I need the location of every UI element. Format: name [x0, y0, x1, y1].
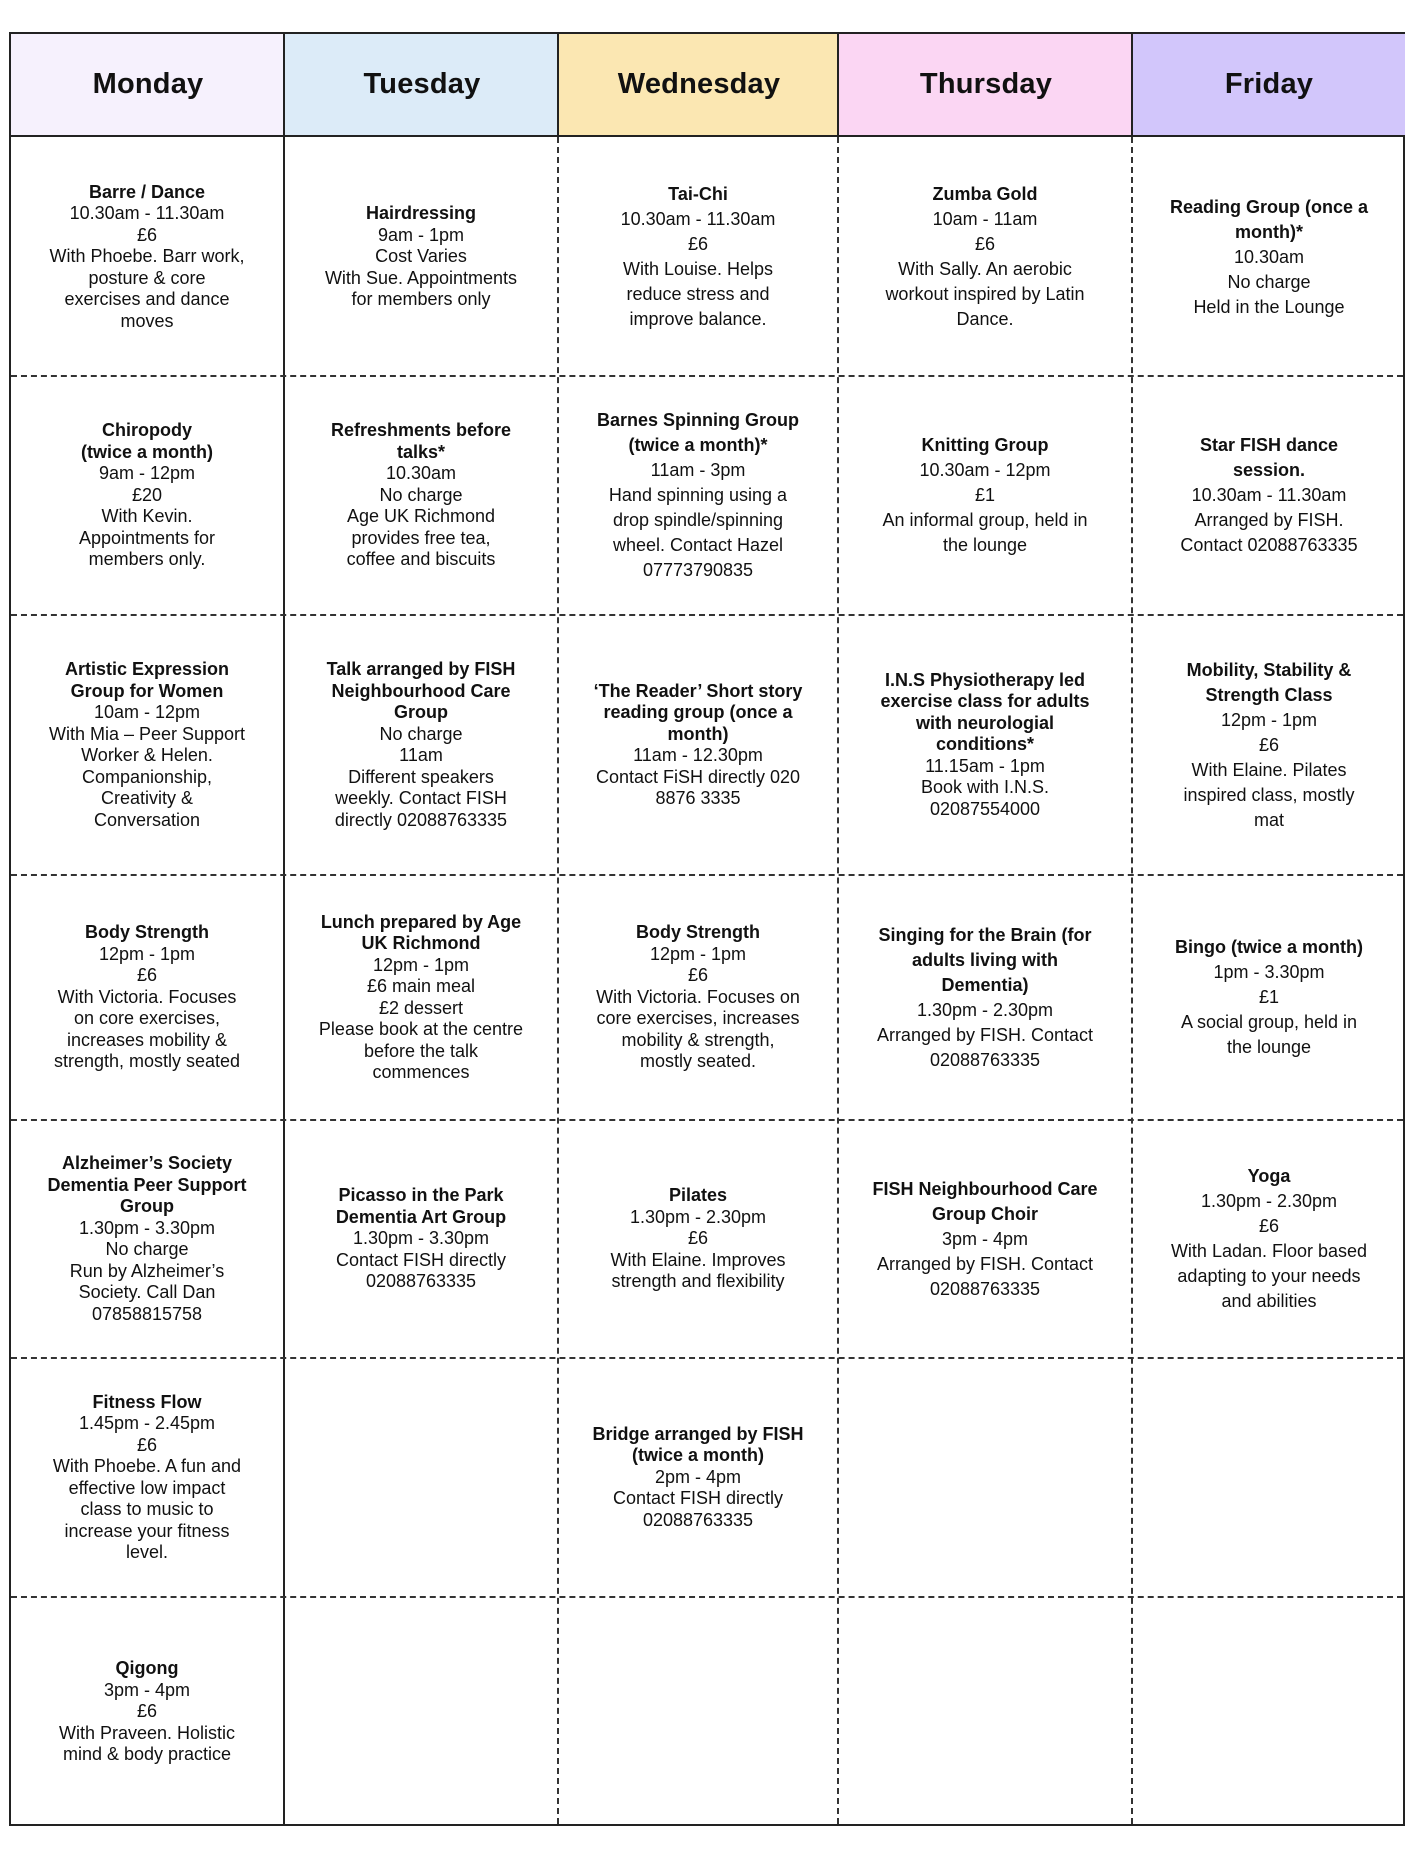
activity-monday-artistic-expression: [11, 616, 283, 874]
activity-title: Body Strength: [85, 922, 209, 943]
activity-detail: posture & core: [88, 267, 206, 288]
activity-detail: With Kevin.: [101, 506, 193, 527]
activity-detail: Companionship,: [81, 766, 213, 787]
activity-title: FISH Neighbourhood Care: [872, 1178, 1098, 1199]
activity-title: Knitting Group: [921, 435, 1049, 455]
activity-detail: £6: [687, 1228, 709, 1249]
activity-detail: £6 main meal: [366, 976, 476, 996]
activity-detail: 1.45pm - 2.45pm: [78, 1413, 216, 1433]
activity-detail: With Elaine. Improves: [610, 1249, 786, 1270]
activity-detail: 10.30am: [1233, 246, 1305, 267]
activity-detail: 10am - 11am: [932, 209, 1038, 229]
activity-detail: 11am - 12.30pm: [633, 745, 763, 765]
activity-detail: members only.: [88, 549, 206, 570]
activity-detail: £20: [131, 484, 163, 505]
activity-detail: Arranged by FISH. Contact: [876, 1024, 1094, 1045]
activity-detail: 9am - 1pm: [377, 224, 465, 245]
activity-detail: Different speakers: [348, 766, 494, 787]
activity-detail: core exercises, increases: [596, 1008, 800, 1029]
header-wednesday: Wednesday: [559, 34, 839, 137]
column-divider: [837, 34, 839, 137]
activity-detail: 1.30pm - 2.30pm: [916, 999, 1054, 1020]
activity-tuesday-refreshments: [285, 377, 557, 614]
activity-detail: £6: [136, 965, 158, 986]
activity-title: Picasso in the Park: [338, 1185, 504, 1206]
activity-detail: effective low impact: [68, 1477, 226, 1498]
activity-wednesday-spinning: [559, 377, 837, 614]
activity-title: Bingo (twice a month): [1175, 937, 1363, 957]
activity-detail: Society. Call Dan: [78, 1282, 216, 1302]
activity-title: Fitness Flow: [92, 1391, 202, 1412]
activity-detail: strength, mostly seated: [53, 1051, 241, 1072]
activity-title: Tai-Chi: [668, 184, 728, 204]
activity-detail: No charge: [379, 723, 463, 744]
activity-detail: Contact FISH directly: [612, 1488, 784, 1509]
activity-title: Barnes Spinning Group: [596, 410, 799, 430]
activity-detail: £6: [136, 1434, 158, 1455]
activity-detail: With Louise. Helps: [622, 259, 774, 279]
activity-detail: Book with I.N.S.: [920, 777, 1050, 798]
column-divider: [557, 34, 559, 137]
activity-detail: Please book at the centre: [318, 1019, 524, 1039]
activity-title: Hairdressing: [365, 203, 477, 224]
activity-title: Qigong: [115, 1658, 179, 1679]
activity-friday-bingo: [1133, 876, 1405, 1119]
activity-detail: 10.30am - 11.30am: [620, 209, 776, 229]
header-thursday: Thursday: [839, 34, 1133, 137]
activity-detail: directly 02088763335: [334, 809, 508, 830]
activity-title: session.: [1232, 460, 1306, 480]
activity-title: (twice a month): [631, 1445, 764, 1466]
activity-detail: mostly seated.: [639, 1051, 757, 1072]
activity-title: Group for Women: [70, 680, 224, 701]
activity-title: Reading Group (once a: [1169, 196, 1369, 217]
activity-detail: Creativity &: [100, 788, 194, 808]
activity-detail: Arranged by FISH.: [1194, 510, 1344, 530]
activity-detail: 12pm - 1pm: [649, 943, 747, 964]
activity-title: with neurologial: [916, 712, 1054, 733]
activity-detail: £6: [136, 224, 158, 245]
activity-detail: £6: [1258, 734, 1280, 755]
activity-monday-barre: [11, 139, 283, 375]
activity-title: (twice a month): [80, 441, 213, 462]
activity-tuesday-hairdressing: [285, 139, 557, 375]
activity-detail: An informal group, held in: [882, 510, 1088, 530]
activity-detail: commences: [372, 1062, 470, 1082]
activity-wednesday-reader: [559, 616, 837, 874]
activity-detail: provides free tea,: [351, 527, 491, 548]
activity-friday-reading-group: [1133, 139, 1405, 375]
activity-detail: 1.30pm - 3.30pm: [352, 1228, 490, 1249]
activity-tuesday-picasso: [285, 1121, 557, 1357]
activity-title: UK Richmond: [361, 933, 481, 953]
activity-title: Talk arranged by FISH: [326, 659, 516, 679]
activity-monday-body-strength: [11, 876, 283, 1119]
activity-title: Star FISH dance: [1199, 435, 1339, 455]
activity-title: Refreshments before: [330, 420, 512, 441]
activity-detail: No charge: [105, 1239, 189, 1259]
activity-detail: No charge: [379, 484, 463, 505]
activity-title: ‘The Reader’ Short story: [593, 680, 803, 701]
activity-detail: exercises and dance: [64, 289, 230, 310]
activity-detail: 1pm - 3.30pm: [1213, 962, 1325, 982]
activity-detail: With Sue. Appointments: [324, 267, 518, 288]
activity-detail: moves: [120, 310, 174, 331]
activity-detail: 02088763335: [929, 1278, 1041, 1299]
activity-thursday-knitting: [839, 377, 1131, 614]
activity-title: Neighbourhood Care: [331, 680, 511, 701]
activity-detail: Age UK Richmond: [346, 506, 496, 527]
activity-detail: Held in the Lounge: [1193, 296, 1345, 317]
activity-thursday-singing: [839, 876, 1131, 1119]
activity-detail: for members only: [351, 289, 491, 310]
activity-detail: 02088763335: [642, 1509, 754, 1530]
activity-title: month)*: [1235, 221, 1303, 242]
activity-detail: mind & body practice: [62, 1744, 232, 1765]
activity-detail: 1.30pm - 2.30pm: [1200, 1191, 1338, 1211]
activity-title: Dementia): [941, 974, 1029, 995]
activity-detail: 02087554000: [929, 798, 1041, 819]
activity-wednesday-tai-chi: [559, 139, 837, 375]
activity-wednesday-pilates: [559, 1121, 837, 1357]
activity-detail: Conversation: [93, 809, 201, 830]
activity-detail: £6: [974, 234, 996, 254]
activity-detail: Worker & Helen.: [81, 745, 213, 765]
activity-title: Mobility, Stability &: [1186, 659, 1352, 680]
activity-detail: mobility & strength,: [621, 1029, 775, 1050]
activity-title: Group: [394, 702, 448, 722]
activity-detail: Contact FiSH directly 020: [595, 766, 801, 787]
activity-detail: £6: [136, 1701, 158, 1722]
activity-detail: £6: [687, 965, 709, 986]
activity-detail: 07773790835: [642, 560, 754, 580]
activity-title: (twice a month)*: [628, 435, 768, 455]
activity-detail: 12pm - 1pm: [1220, 709, 1318, 730]
activity-detail: 10am - 12pm: [93, 702, 201, 722]
activity-detail: workout inspired by Latin: [885, 284, 1085, 304]
activity-detail: A social group, held in: [1180, 1012, 1358, 1032]
activity-title: Strength Class: [1205, 684, 1333, 705]
activity-detail: weekly. Contact FISH: [335, 788, 507, 808]
activity-detail: 1.30pm - 2.30pm: [629, 1206, 767, 1227]
activity-detail: the lounge: [942, 535, 1028, 555]
weekly-timetable: [9, 32, 1405, 1826]
activity-detail: 11.15am - 1pm: [925, 755, 1045, 776]
activity-detail: level.: [125, 1542, 169, 1562]
activity-detail: With Elaine. Pilates: [1191, 759, 1347, 780]
activity-detail: With Victoria. Focuses: [57, 986, 237, 1007]
activity-detail: inspired class, mostly: [1183, 784, 1355, 805]
activity-detail: Contact 02088763335: [1180, 535, 1358, 555]
activity-detail: 8876 3335: [655, 788, 741, 808]
activity-detail: and abilities: [1221, 1291, 1317, 1311]
activity-title: Body Strength: [636, 922, 760, 943]
activity-title: adults living with: [911, 949, 1058, 970]
activity-title: Pilates: [668, 1185, 728, 1206]
activity-title: Zumba Gold: [932, 184, 1038, 204]
activity-friday-yoga: [1133, 1121, 1405, 1357]
activity-detail: £1: [1258, 987, 1280, 1007]
activity-detail: £2 dessert: [378, 997, 464, 1018]
activity-title: Group Choir: [932, 1203, 1038, 1224]
activity-detail: increases mobility &: [66, 1029, 228, 1050]
activity-detail: 12pm - 1pm: [98, 943, 196, 964]
activity-tuesday-lunch: [285, 876, 557, 1119]
activity-detail: coffee and biscuits: [346, 549, 496, 570]
activity-monday-qigong: [11, 1598, 283, 1826]
activity-detail: 11am - 3pm: [650, 460, 746, 480]
activity-title: Singing for the Brain (for: [878, 924, 1092, 945]
activity-detail: 02088763335: [365, 1271, 477, 1292]
activity-detail: With Mia – Peer Support: [48, 723, 246, 744]
activity-tuesday-talk: [285, 616, 557, 874]
activity-monday-alzheimers: [11, 1121, 283, 1357]
activity-thursday-zumba: [839, 139, 1131, 375]
activity-detail: wheel. Contact Hazel: [612, 535, 784, 555]
activity-detail: 10.30am - 11.30am: [1191, 485, 1347, 505]
activity-detail: mat: [1253, 809, 1284, 830]
activity-monday-fitness-flow: [11, 1359, 283, 1596]
activity-title: Bridge arranged by FISH: [592, 1423, 804, 1444]
activity-title: Chiropody: [102, 420, 192, 441]
activity-detail: 02088763335: [929, 1049, 1041, 1070]
activity-title: Group: [120, 1196, 174, 1216]
activity-detail: Contact FISH directly: [335, 1249, 507, 1270]
activity-detail: Dance.: [956, 309, 1014, 329]
activity-detail: With Victoria. Focuses on: [596, 986, 800, 1007]
activity-title: Lunch prepared by Age: [320, 911, 522, 932]
header-monday: Monday: [11, 34, 285, 137]
activity-detail: the lounge: [1226, 1037, 1312, 1057]
activity-detail: 10.30am - 12pm: [919, 460, 1051, 480]
activity-thursday-physiotherapy: [839, 616, 1131, 874]
activity-title: Barre / Dance: [88, 181, 206, 202]
activity-detail: 3pm - 4pm: [941, 1228, 1029, 1249]
activity-detail: With Phoebe. Barr work,: [49, 246, 245, 267]
activity-detail: 10.30am: [385, 463, 457, 484]
activity-title: exercise class for adults: [880, 691, 1090, 712]
activity-thursday-choir: [839, 1121, 1131, 1357]
activity-detail: class to music to: [80, 1499, 214, 1519]
activity-detail: reduce stress and: [626, 284, 770, 304]
activity-title: I.N.S Physiotherapy led: [884, 669, 1086, 690]
activity-detail: on core exercises,: [73, 1008, 221, 1029]
activity-friday-star-fish: [1133, 377, 1405, 614]
activity-title: Dementia Peer Support: [47, 1174, 247, 1195]
activity-title: Alzheimer’s Society: [61, 1153, 233, 1173]
column-divider: [1131, 34, 1133, 137]
activity-detail: before the talk: [363, 1040, 479, 1061]
activity-detail: drop spindle/spinning: [612, 510, 784, 530]
activity-monday-chiropody: [11, 377, 283, 614]
activity-detail: With Sally. An aerobic: [898, 259, 1072, 279]
activity-title: talks*: [396, 441, 446, 462]
activity-detail: adapting to your needs: [1177, 1266, 1361, 1286]
activity-detail: Arranged by FISH. Contact: [876, 1253, 1094, 1274]
activity-detail: 1.30pm - 3.30pm: [78, 1217, 216, 1238]
activity-detail: Hand spinning using a: [608, 485, 788, 505]
activity-detail: 10.30am - 11.30am: [69, 203, 225, 224]
activity-detail: 3pm - 4pm: [103, 1679, 191, 1700]
activity-detail: strength and flexibility: [611, 1271, 785, 1292]
activity-detail: 07858815758: [91, 1303, 203, 1324]
activity-detail: With Ladan. Floor based: [1170, 1241, 1368, 1261]
activity-detail: increase your fitness: [64, 1520, 230, 1541]
header-friday: Friday: [1133, 34, 1405, 137]
activity-detail: Run by Alzheimer’s: [69, 1260, 225, 1281]
activity-title: Yoga: [1247, 1166, 1291, 1186]
activity-detail: 12pm - 1pm: [372, 954, 470, 975]
activity-title: Artistic Expression: [64, 659, 230, 679]
activity-title: conditions*: [936, 734, 1034, 755]
activity-detail: 9am - 12pm: [98, 463, 196, 484]
activity-detail: 11am: [399, 745, 443, 765]
activity-detail: Cost Varies: [375, 246, 467, 267]
activity-friday-mobility: [1133, 616, 1405, 874]
activity-detail: 2pm - 4pm: [654, 1466, 742, 1487]
activity-wednesday-bridge: [559, 1359, 837, 1596]
activity-title: month): [667, 723, 729, 744]
activity-detail: No charge: [1227, 271, 1311, 292]
activity-title: reading group (once a: [603, 702, 793, 722]
activity-detail: £6: [1258, 1216, 1280, 1236]
activity-title: Dementia Art Group: [335, 1206, 507, 1227]
activity-wednesday-body-strength: [559, 876, 837, 1119]
activity-detail: improve balance.: [629, 309, 767, 329]
header-tuesday: Tuesday: [285, 34, 559, 137]
activity-detail: With Phoebe. A fun and: [52, 1456, 242, 1476]
activity-detail: £6: [687, 234, 709, 254]
activity-detail: Appointments for: [78, 527, 216, 548]
activity-detail: With Praveen. Holistic: [58, 1722, 236, 1743]
activity-detail: £1: [974, 485, 996, 505]
